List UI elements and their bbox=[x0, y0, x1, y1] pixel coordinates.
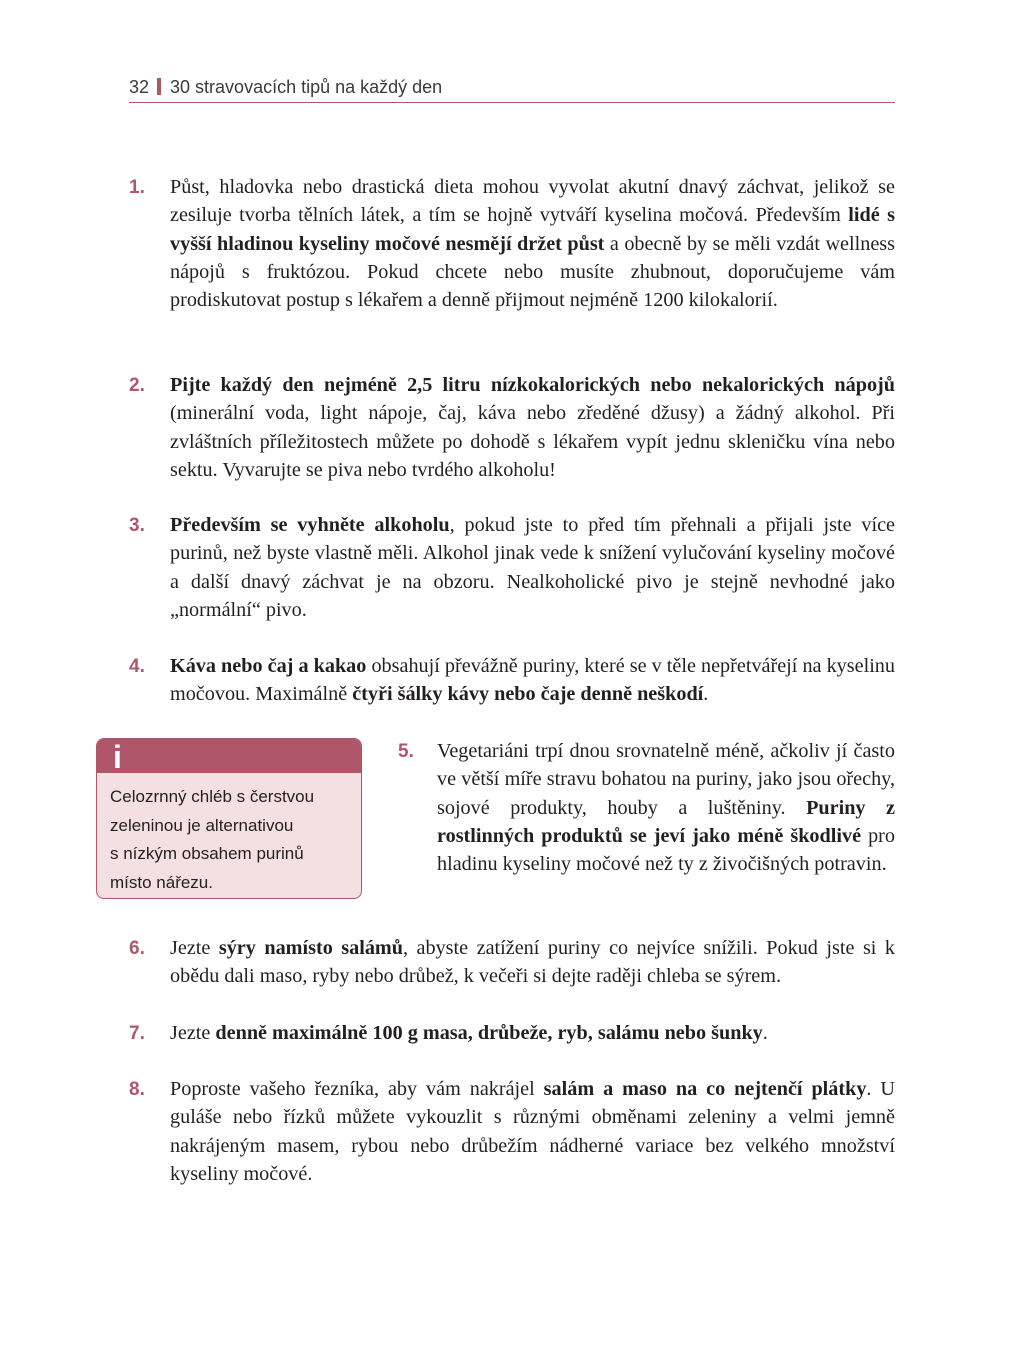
tip-text bbox=[170, 934, 895, 991]
tip-item-5 bbox=[398, 737, 895, 878]
body-text: , pokud jste to před tím přehnali a přijali jste více purinů, než byste vlastně měli. Alkohol jinak vede k snížení vylučování kyseliny močové a další dnavý záchvat je na obzoru. Nealkoholické pivo je stejně nevhodné jako „normální“ pivo. bbox=[170, 514, 895, 621]
body-text: , abyste zatížení puriny co nejvíce snížili. Pokud jste si k obědu dali maso, ryby nebo drůbež, k večeři si dejte raději chleba se sýrem. bbox=[170, 937, 895, 988]
body-text: Jezte bbox=[170, 937, 219, 959]
tip-number: 5. bbox=[398, 741, 414, 762]
info-line: s nízkým obsahem purinů bbox=[110, 844, 304, 863]
tip-number: 4. bbox=[129, 656, 145, 677]
tip-text bbox=[170, 173, 895, 314]
body-text: Jezte bbox=[170, 1022, 216, 1044]
emphasis-text: Puriny z rostlinných produktů se jeví jako méně škodlivé bbox=[437, 796, 895, 847]
emphasis-text: Především se vyhněte alkoholu bbox=[170, 514, 450, 536]
info-icon: i bbox=[113, 739, 122, 775]
tip-number: 8. bbox=[129, 1079, 145, 1100]
body-text: Půst, hladovka nebo drastická dieta mohou vyvolat akutní dnavý záchvat, jelikož se zesiluje tvorba tělních látek, a tím se hojně vytváří kyselina močová. Především bbox=[170, 176, 895, 227]
emphasis-text: čtyři šálky kávy nebo čaje denně neškodí bbox=[352, 683, 704, 706]
tip-number: 1. bbox=[129, 177, 145, 198]
header-divider bbox=[157, 78, 161, 95]
tip-number: 2. bbox=[129, 375, 145, 396]
header-title: 30 stravovacích tipů na každý den bbox=[170, 77, 443, 97]
body-text: pro hladinu kyseliny močové než ty z živočišných potravin. bbox=[437, 824, 895, 876]
emphasis-text: denně maximálně 100 g masa, drůbeže, ryb, salámu nebo šunky bbox=[215, 1022, 763, 1044]
emphasis-text: Pijte každý den nejméně 2,5 litru nízkokalorických nebo nekalorických nápojů bbox=[170, 374, 895, 396]
info-line: místo nářezu. bbox=[110, 872, 213, 892]
tip-item-6 bbox=[129, 934, 895, 991]
body-text: . bbox=[762, 1022, 768, 1044]
tip-item-8 bbox=[129, 1075, 895, 1188]
running-header bbox=[129, 74, 895, 103]
body-text: a obecně by se měli vzdát wellness nápojů s fruktózou. Pokud chcete nebo musíte zhubnout, doporučujeme vám prodiskutovat postup s lékařem a denně přijmout nejméně 1200 kilokalorií. bbox=[170, 232, 895, 312]
emphasis-text: sýry namísto salámů bbox=[218, 937, 403, 959]
body-text: obsahují převážně puriny, které se v těle nepřetvářejí na kyselinu močovou. Maximálně bbox=[170, 655, 895, 706]
body-text: . U guláše nebo řízků můžete vykouzlit s různými obměnami zeleniny a velmi jemně nakrájeným masem, rybou nebo drůbežím nádherné variace bez velkého množství kyseliny močové. bbox=[170, 1078, 895, 1185]
info-box-header bbox=[97, 739, 361, 773]
page-number: 32 bbox=[129, 77, 150, 97]
info-box-text bbox=[97, 773, 361, 897]
tip-number: 6. bbox=[129, 938, 145, 959]
info-line: Celozrnný chléb s čerstvou bbox=[110, 787, 315, 806]
emphasis-text: lidé s vyšší hladinou kyseliny močové nesmějí držet půst bbox=[170, 204, 895, 255]
info-line: zeleninou je alternativou bbox=[110, 815, 294, 835]
tip-text bbox=[170, 371, 895, 484]
tip-text bbox=[170, 1019, 895, 1047]
tip-number: 3. bbox=[129, 515, 145, 536]
body-text: Vegetariáni trpí dnou srovnatelně méně, ačkoliv jí často ve větší míře stravu bohatou na puriny, jako jsou ořechy, sojové produkty, houby a luštěniny. bbox=[437, 740, 895, 819]
tip-text bbox=[170, 652, 895, 709]
tip-number: 7. bbox=[129, 1023, 145, 1044]
tip-item-4 bbox=[129, 652, 895, 709]
tip-text bbox=[170, 1075, 895, 1188]
info-box bbox=[96, 738, 362, 899]
body-text: . bbox=[703, 683, 709, 706]
tip-text bbox=[170, 511, 895, 624]
emphasis-text: salám a maso na co nejtenčí plátky bbox=[543, 1078, 867, 1100]
tip-item-2 bbox=[129, 371, 895, 484]
emphasis-text: Káva nebo čaj a kakao bbox=[170, 655, 367, 677]
body-text: Poproste vašeho řezníka, aby vám nakrájel bbox=[170, 1078, 544, 1100]
tip-text bbox=[437, 737, 895, 878]
body-text: (minerální voda, light nápoje, čaj, káva nebo zředěné džusy) a žádný alkohol. Při zvláštních příležitostech můžete po dohodě s lékařem vypít jednu skleničku vína nebo sektu. Vyvarujte se piva nebo tvrdého alkoholu! bbox=[170, 402, 895, 481]
tip-item-3 bbox=[129, 511, 895, 624]
tip-item-7 bbox=[129, 1019, 895, 1047]
tip-item-1 bbox=[129, 173, 895, 314]
